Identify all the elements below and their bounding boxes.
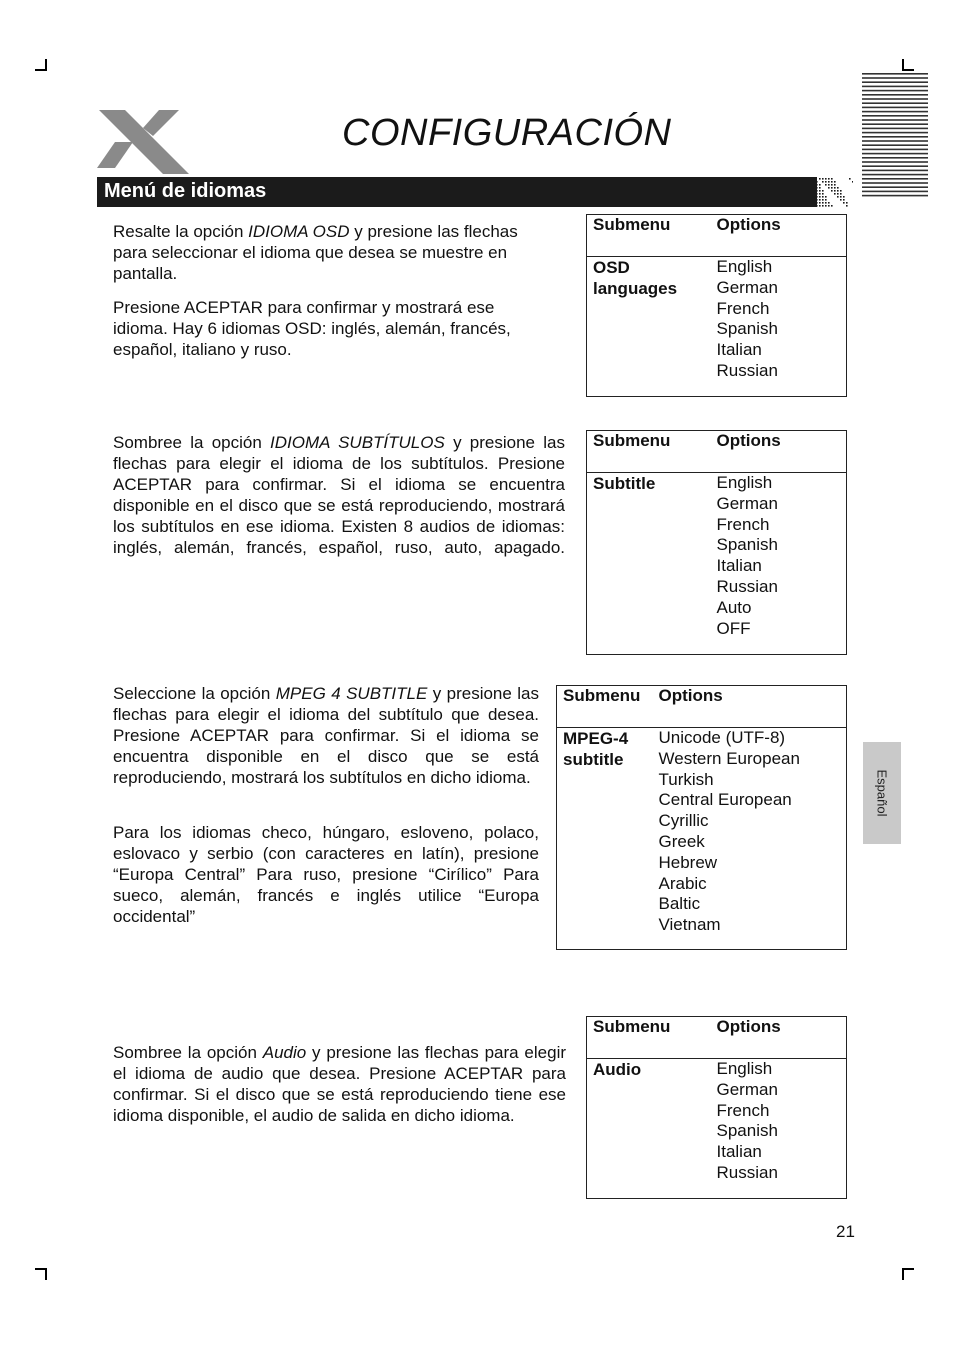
option-item: French: [716, 514, 770, 534]
option-item: English: [716, 257, 773, 276]
language-side-tab: [863, 742, 901, 844]
submenu-header: Submenu: [587, 431, 717, 473]
subtitle-options-table: [586, 430, 847, 655]
option-name-emphasis: IDIOMA OSD: [248, 222, 350, 241]
options-header: Options: [717, 431, 847, 473]
option-item: Turkish: [658, 769, 714, 789]
option-item: Arabic: [658, 873, 707, 893]
option-item: Italian: [716, 556, 762, 576]
subtitle-text: Sombree la opción IDIOMA SUBTÍTULOS y presione las flechas para elegir el idioma de los subtítulos. Presione ACEPTAR para confirmar. Si el idioma se encuentra disponible en el disco que se está reproduciendo, mostrará los subtítulos en ese idioma. Existen 8 audios de idiomas: inglés, alemán, francés, español, ruso, auto, apagado.: [113, 433, 565, 557]
page-number: 21: [836, 1222, 855, 1241]
option-item: German: [716, 493, 778, 513]
option-item: Western European: [658, 748, 800, 768]
page-title: CONFIGURACIÓN: [342, 112, 672, 154]
option-item: English: [716, 473, 773, 492]
section-heading: Menú de idiomas: [104, 180, 267, 202]
options-list: [717, 1059, 847, 1184]
submenu-name: Audio: [593, 1060, 642, 1079]
option-item: French: [716, 298, 770, 318]
mpeg4-options-table: [556, 685, 847, 950]
option-item: German: [716, 277, 778, 297]
stripe-decoration: [862, 72, 928, 200]
submenu-name: OSD languages: [593, 258, 678, 298]
option-name-emphasis: MPEG 4 SUBTITLE: [275, 684, 428, 703]
options-header: Options: [717, 1017, 847, 1059]
option-item: Russian: [716, 576, 778, 596]
crop-mark-top-right: [902, 59, 914, 71]
option-item: Italian: [716, 340, 762, 360]
option-item: Hebrew: [658, 852, 718, 872]
crop-mark-bottom-left: [35, 1268, 47, 1280]
audio-text: Sombree la opción Audio y presione las flechas para elegir el idioma de audio que desea. Presione ACEPTAR para confirmar. Si el disco que se está reproduciendo tiene ese idioma disponible, el audio de salida en dicho idioma.: [113, 1043, 567, 1125]
option-item: Auto: [716, 597, 752, 617]
option-item: Russian: [716, 360, 778, 380]
osd-intro-text: Resalte la opción IDIOMA OSD y presione las flechas para seleccionar el idioma que desea se muestre en pantalla.: [113, 222, 518, 283]
section-banner: [97, 177, 853, 207]
options-list: [659, 728, 847, 936]
option-item: Spanish: [716, 319, 778, 339]
option-item: Central European: [658, 790, 792, 810]
option-item: Vietnam: [658, 915, 721, 935]
options-list: [717, 257, 847, 382]
option-item: Unicode (UTF-8): [658, 728, 786, 747]
submenu-name: MPEG-4 subtitle: [563, 729, 629, 769]
submenu-name: Subtitle: [593, 474, 656, 493]
option-item: Cyrillic: [658, 811, 709, 831]
osd-confirm-text: Presione ACEPTAR para confirmar y mostrará ese idioma. Hay 6 idiomas OSD: inglés, alemán, francés, español, italiano y ruso.: [113, 298, 511, 359]
option-item: Greek: [658, 831, 705, 851]
osd-options-table: [586, 214, 847, 397]
option-item: Baltic: [658, 894, 701, 914]
side-tab-label: Español: [874, 769, 890, 817]
crop-mark-bottom-right: [902, 1268, 914, 1280]
options-header: Options: [717, 215, 847, 257]
banner-dot-pattern: [815, 177, 853, 207]
mpeg4-language-text: Para los idiomas checo, húngaro, esloveno, polaco, eslovaco y serbio (con caracteres en latín), presione “Europa Central” Para ruso, presione “Cirílico” Para sueco, alemán, francés e inglés utilice “Europa occidental”: [113, 823, 539, 926]
submenu-header: Submenu: [557, 686, 659, 728]
options-header: Options: [659, 686, 847, 728]
mpeg4-intro-text: Seleccione la opción MPEG 4 SUBTITLE y presione las flechas para elegir el idioma del subtítulo que desea. Presione ACEPTAR para confirmar. Si el idioma se encuentra disponible en el disco que se está reproduciendo, mostrará los subtítulos en dicho idioma.: [113, 684, 539, 787]
option-item: French: [716, 1100, 770, 1120]
option-item: OFF: [716, 618, 751, 638]
option-item: Russian: [716, 1162, 778, 1182]
crop-mark-top-left: [35, 59, 47, 71]
submenu-header: Submenu: [587, 1017, 717, 1059]
brand-logo: [95, 108, 195, 176]
option-name-emphasis: IDIOMA SUBTÍTULOS: [270, 433, 445, 452]
option-name-emphasis: Audio: [262, 1043, 307, 1062]
submenu-header: Submenu: [587, 215, 717, 257]
option-item: English: [716, 1059, 773, 1078]
options-list: [717, 473, 847, 639]
option-item: German: [716, 1079, 778, 1099]
option-item: Spanish: [716, 535, 778, 555]
option-item: Spanish: [716, 1121, 778, 1141]
audio-options-table: [586, 1016, 847, 1199]
option-item: Italian: [716, 1142, 762, 1162]
